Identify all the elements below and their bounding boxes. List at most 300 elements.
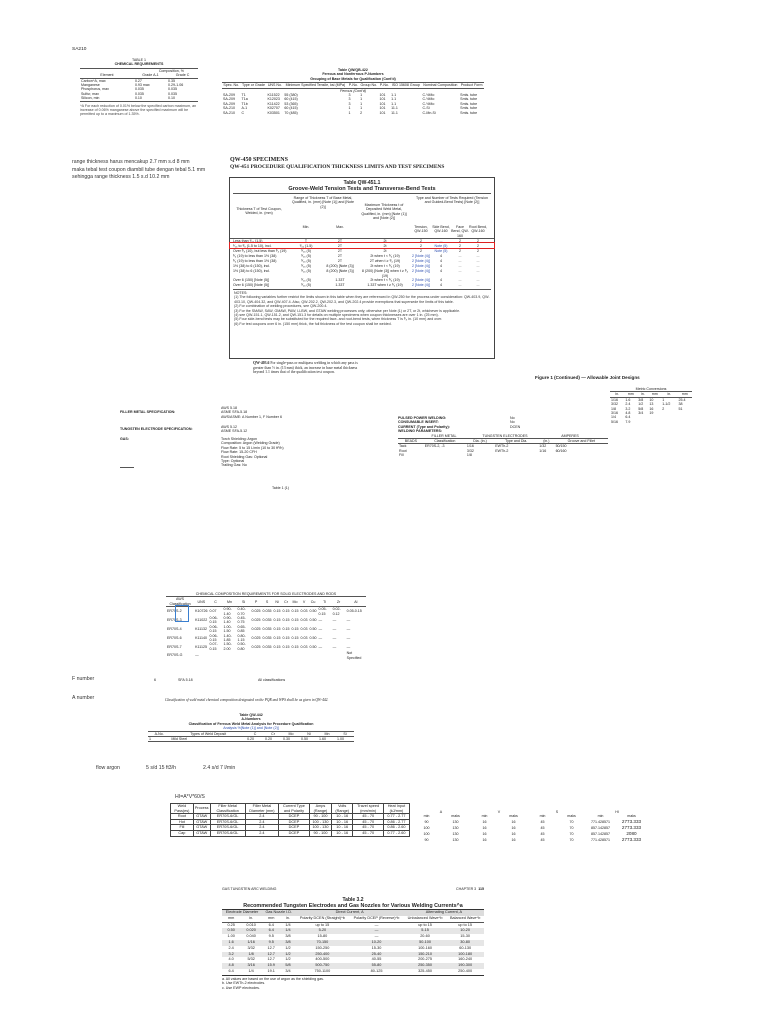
weld-row (171, 825, 410, 831)
metric-row (610, 420, 692, 424)
chem-cell: 0.025 (251, 627, 261, 632)
params-cell: EWTh-2 (495, 448, 509, 453)
weld-row (171, 830, 410, 836)
qw451-cell: ... (458, 254, 462, 259)
metric-cell: 7.9 (625, 419, 631, 424)
qw403-6-paragraph (253, 361, 361, 375)
chem-cell: — (332, 627, 337, 632)
table32-cell: 500-750 (296, 963, 350, 969)
qw422-section: Ferrous (Cont'd) (339, 88, 367, 93)
chem-cell: 0.15 (282, 644, 290, 649)
range-note-line-2: maka tebal test coupon diambil tube dengan tebal 5.1 mm (72, 166, 206, 173)
table32-header-7: Balanced Wave^b (449, 915, 481, 920)
highlight-selected-row (229, 242, 495, 249)
qw451-cell: 4 (440, 264, 442, 269)
qw442-header-4: Mo (288, 731, 294, 736)
chem-header-13: Zr (336, 599, 341, 604)
table32-cell: 250-400 (296, 952, 350, 958)
qw442-cell: 1.60 (319, 737, 326, 742)
chem-cell: 0.05-0.15 (318, 607, 327, 616)
calc-cell: 70 (569, 831, 574, 836)
qw451-cell: 2 [Note (4)] (412, 259, 430, 264)
pulsed-value: No (510, 416, 515, 420)
chem-cell (332, 651, 346, 660)
a-number-label: A number (72, 695, 95, 701)
chem-cell: ER70S-7 (167, 644, 182, 649)
f-number-spec: SFA 5.18 (178, 678, 193, 682)
calc-cell: 130 (452, 837, 459, 842)
weld-row (171, 814, 410, 820)
table32-cell: 40-55 (371, 957, 382, 962)
table-1-cell: 0.035 (168, 91, 178, 96)
qw451-cell: ... (476, 283, 480, 288)
params-group-tungsten: TUNGSTEN ELECTRODES (482, 433, 528, 438)
qw451-cell: 2 (477, 239, 479, 244)
table32-cell: 25-40 (349, 952, 404, 958)
qw422-cell: SA-210 (223, 110, 235, 115)
qw422-header-4: P-No. (348, 83, 358, 88)
qw422-subtitle-1: Ferrous and Nonferrous P-Numbers (322, 72, 384, 77)
welding-conditions-block (398, 416, 618, 458)
qw450-heading: QW-450 SPECIMENS (230, 157, 288, 163)
qw422-header-8: Nominal Composition (423, 83, 458, 88)
params-cell: Root (399, 448, 407, 453)
weld-header-4: Current Type and Polarity (279, 804, 310, 814)
weld-cell: 45 - 70 (353, 825, 384, 831)
range-thickness-note (72, 159, 205, 182)
weld-cell: 0.86 - 2.60 (383, 825, 409, 831)
metric-cell: 1/16 (611, 397, 618, 402)
qw451-cell: 2T (337, 244, 343, 249)
qw422-cell: Smls. tube (460, 93, 478, 98)
params-cell: Tack (399, 444, 407, 449)
weld-cell: 45 - 70 (353, 830, 384, 836)
table32-cell: up to 15 (418, 922, 432, 927)
chem-cell: 0.15 (291, 644, 299, 649)
table32-note: b. Use EWTh-2 electrodes. (222, 981, 266, 986)
chem-header-9: Mo (292, 599, 298, 604)
chem-cell: — (318, 618, 323, 623)
qw451-cell: ... (458, 269, 462, 274)
qw451-cell: 2 [Note (4)] (412, 264, 430, 269)
metric-cell: 3/16 (611, 411, 618, 416)
qw451-cell: Note (5) (434, 249, 448, 254)
qw422-cell: 101 (379, 106, 386, 111)
qw422-cell: SA-209 (223, 97, 235, 102)
table32-cell: 0.040 (246, 934, 256, 939)
table32-cell: 12.7 (267, 957, 275, 962)
table32-cell: 30-80 (446, 940, 484, 946)
metric-cell: 13 (649, 402, 654, 407)
params-header-4: (in.) (543, 439, 550, 444)
weld-header-8: Heat Input (kJ/mm) (383, 804, 409, 814)
calc-cell: 16 (511, 819, 516, 824)
qw451-cell: 2t when t < ³⁄₄ (19) (370, 264, 400, 269)
tungsten-spec-line-1: AWS 5.12 (221, 425, 238, 429)
weld-cell: 10 - 16 (332, 814, 353, 820)
calc-cell: 45 (540, 837, 545, 842)
qw451-cell: Over ³⁄₈ (10), but less than ³⁄₄ (19) (233, 249, 287, 254)
chem-cell: 0.40-0.70 (237, 607, 246, 616)
qw451-cell: 1½ (38) to 6 (150), incl. (233, 264, 271, 269)
table32-cell: 1/8 (240, 952, 262, 958)
metric-cell (637, 420, 648, 424)
chem-cell: 0.035 (262, 627, 272, 632)
qw451-note: (2) For combination of welding procedures, see QW-200.4. (234, 304, 328, 309)
params-group-amperes: AMPERES (561, 433, 579, 438)
qw442-sub2: Classification of Ferrous Weld Metal Analysis for Procedure Qualification (188, 721, 314, 726)
consumable-label: CONSUMABLE INSERT: (398, 420, 439, 425)
chem-cell: 0.03 (300, 618, 308, 623)
params-cell: EWTh-2 (495, 444, 509, 449)
table32-cell: 50-100 (404, 940, 446, 946)
qw451-cell: 8 (200) [Note (3)] (326, 269, 354, 274)
qw451-notes-title: NOTES: (234, 291, 248, 296)
weld-header-1: Process (193, 804, 210, 814)
params-cell (555, 453, 608, 457)
chem-cell: ER70S-G (167, 653, 183, 658)
qw451-cell: ... (476, 259, 480, 264)
calc-cell: 16 (482, 819, 487, 824)
metric-cell: 16 (649, 406, 654, 411)
qw451-cell: ... (476, 278, 480, 283)
chem-cell: 0.15 (273, 627, 281, 632)
qw451-cell: ³⁄₁₆ (5) (301, 283, 311, 288)
metric-cell (678, 420, 692, 424)
calc-sub-header: maks (627, 814, 636, 819)
qw442-analysis-label: Analysis %[Note (1)] and [Note (2)] (223, 726, 279, 731)
weld-cell: 10 - 16 (332, 825, 353, 831)
chem-header-10: V (302, 599, 306, 604)
qw451-sub-min: Min. (302, 225, 310, 229)
chem-cell: 0.035 (262, 618, 272, 623)
table32-note: a. All values are based on the use of argon as the shielding gas. (222, 976, 324, 981)
qw451-cell: ³⁄₄ (19) to less than 1½ (38) (233, 254, 277, 259)
qw422-title: Table QW/QB-422 (338, 68, 368, 72)
qw451-cell: 2 [Note (4)] (412, 283, 430, 288)
chem-cell: K10726 (195, 609, 208, 614)
chem-header-8: Cr (284, 599, 288, 604)
calc-cell: 130 (452, 825, 459, 830)
qw422-cell: 60 (415) (284, 106, 298, 111)
chem-header-7: Ni (275, 599, 279, 604)
qw451-table-subtitle: Groove-Weld Tension Tests and Transverse-Bend Tests (288, 186, 436, 192)
calc-cell: 771.428571 (591, 837, 610, 842)
chem-cell: 0.03 (300, 635, 308, 640)
table32-cell: 12.7 (267, 945, 275, 950)
metric-cell: 4.8 (625, 411, 631, 416)
chem-header-0: AWS Classification (169, 597, 191, 606)
metric-cell: 51 (678, 406, 683, 411)
qw442-header-0: A-No. (154, 731, 164, 736)
qw451-cell: 2t (383, 239, 387, 244)
chem-cell: 0.06-0.15 (209, 616, 218, 625)
qw422-cell: 1.1 (391, 97, 397, 102)
qw422-cell: 3 (348, 97, 351, 102)
table32-cell: 3/4 (285, 968, 291, 973)
chem-cell: 0.07-0.15 (209, 642, 218, 651)
table-1-cell: Manganese (81, 83, 100, 88)
chem-cell (209, 651, 223, 660)
table-1-cell: Carbon^A, max (81, 78, 106, 83)
metric-cell: 1.6 (625, 397, 631, 402)
table-1-cell: 0.10 (168, 96, 176, 101)
weld-cell: DCEP (279, 830, 310, 836)
qw451-cell: 4 (440, 278, 442, 283)
chem-cell: 1.40-1.85 (223, 633, 232, 643)
metric-cell: 10 (649, 397, 654, 402)
weld-cell: GTAW (193, 814, 210, 820)
table32-cell: 15-80 (317, 934, 328, 939)
weld-header-2: Filler Metal Classification (210, 804, 245, 814)
chem-cell: 0.03 (300, 609, 308, 614)
qw422-cell: T1b (241, 101, 248, 106)
chem-cell: — (346, 627, 351, 632)
qw451-sub-tension: Tension, QW-150 (414, 225, 428, 234)
metric-cell: 5/16 (611, 419, 618, 424)
chem-cell: 0.035 (262, 644, 272, 649)
table32-group-header: Gas Nozzle I.D. (265, 910, 293, 914)
weld-parameter-table (170, 803, 410, 837)
table32-cell: 1.00 (227, 934, 235, 939)
chem-cell: 0.50-0.80 (237, 642, 246, 651)
qw422-cell: 1 (348, 106, 351, 111)
figure-caption: Figure 1 (Continued) — Allowable Joint Designs (535, 375, 640, 380)
table32-cell: 2.4 (228, 945, 234, 950)
metric-cell: 1-1/2 (662, 402, 671, 407)
chem-cell (309, 651, 318, 660)
calc-cell: 857.142857 (591, 831, 610, 836)
gas-line: Flow Rate: 5 to 15 L/min (10 to 30 ft³/h) (221, 445, 284, 450)
weld-cell: Root (171, 814, 194, 820)
pulsed-label: PULSED POWER WELDING: (398, 416, 447, 420)
params-header-5: Groove and Fillet (567, 439, 595, 444)
table32-cell: 6.4 (228, 968, 234, 973)
table32-header-2: mm (268, 915, 275, 920)
qw451-cell: ¹⁄₁₆ to ³⁄₈ (1.5 to 10), incl. (233, 244, 272, 249)
chem-cell: — (346, 644, 351, 649)
calc-sub-header: min (423, 814, 430, 819)
table32-group-header: Alternating Current, A (425, 910, 463, 914)
chem-cell: K11140 (195, 635, 207, 640)
params-cell: 3/32 (466, 448, 474, 453)
chem-cell: 0.15 (282, 627, 290, 632)
table32-cell: 1/2 (285, 945, 291, 950)
chem-cell (237, 651, 251, 660)
current-value: DCEN (510, 424, 521, 429)
qw451-note: (3) For the SMAW, SAW, GMAW, PAW, LLBW, and GTAW welding processes only; otherwise per Note (1) or 2T, or 2t, whichever is applicable. (234, 308, 461, 313)
qw422-cell: K03501 (267, 110, 280, 115)
chem-cell: — (318, 635, 323, 640)
weld-cell: 0.77 - 2.60 (383, 830, 409, 836)
qw451-cell: 1.33T (335, 283, 345, 288)
qw451-cell: 4 (440, 269, 442, 274)
table32-cell: 19.1 (267, 968, 275, 973)
calc-cell: 45 (540, 831, 545, 836)
table-1-title: TABLE 1 (131, 58, 147, 62)
qw451-col-thickness: Thickness T of Test Coupon, Welded, in. (mm) (236, 207, 282, 216)
chem-cell: 1.00-1.50 (223, 624, 232, 634)
chem-cell: 0.45-0.75 (237, 616, 246, 625)
chem-cell: — (346, 618, 351, 623)
params-header-3: Type and Dia. (505, 439, 528, 444)
table32-cell: up to 15 (315, 922, 330, 927)
table-1-cell: Phosphorus, max (81, 87, 109, 92)
table32-cell: 150-210 (404, 952, 446, 958)
chem-cell: 0.15 (291, 609, 299, 614)
weld-header-7: Travel speed (mm/min) (353, 804, 384, 814)
qw442-header-7: Si (343, 731, 347, 736)
gas-line: Root Shielding Gas: Optional (221, 454, 268, 459)
qw451-cell: 2 [Note (4)] (412, 269, 430, 274)
qw422-header-2: UNS No. (267, 83, 283, 88)
qw442-cell: 1.00 (336, 737, 344, 742)
table32-cell: 100-160 (418, 945, 433, 950)
chem-header-5: P (254, 599, 258, 604)
a-number-note: Classification of weld metal chemical composition designated on the PQR and WPS shall be as given in QW-442. (165, 698, 329, 702)
qw422-cell: Smls. tube (460, 97, 478, 102)
chem-row (166, 642, 366, 651)
qw451-col-range: Range of Thickness T of Base Metal, Qualified, in. (mm) [Note (1)] and [Note (2)] (292, 196, 354, 209)
qw422-cell: 1 (360, 106, 363, 111)
table32-cell: 400-500 (315, 957, 330, 962)
qw451-col-max-t: Maximum Thickness t of Deposited Weld Metal, Qualified, in. (mm) [Note (1)] and [Note (2)] (361, 203, 407, 221)
params-cell: 1/16 (539, 448, 547, 453)
metric-cell: 3/32 (611, 402, 618, 407)
chem-cell: 0.15 (273, 635, 281, 640)
chem-cell: 0.15 (282, 609, 290, 614)
weld-cell: 2.4 (245, 819, 278, 825)
qw451-sub-face-bend: Face Bend, QW-160 (451, 225, 469, 238)
chem-cell (273, 651, 282, 660)
table32-subtitle: Recommended Tungsten Electrodes and Gas Nozzles for Various Welding Currents^a (243, 903, 463, 909)
qw451-cell: 2 [Note (4)] (412, 254, 430, 259)
qw451-cell: T (304, 239, 308, 244)
chem-cell: — (332, 635, 337, 640)
gas-line: Composition: Argon (Welding Grade) (221, 441, 280, 446)
qw422-cell: 101 (379, 110, 386, 115)
table32-cell: 0.50 (222, 928, 240, 934)
gas-line: Torch Shielding: Argon (221, 437, 257, 441)
consumable-value: No (510, 420, 515, 425)
qw422-row (222, 111, 484, 115)
table32-cell: 150-250 (315, 945, 330, 950)
qw422-cell: SA-209 (223, 93, 235, 98)
params-cell: Fill (399, 453, 404, 458)
f-number-label: F number (72, 676, 95, 682)
table32-cell: 5/8 (280, 963, 295, 969)
table-1-cell: 0.035 (134, 91, 144, 96)
calc-sub-header: maks (451, 814, 460, 819)
gtaw-header-page: 115 (478, 887, 484, 891)
table32-cell: 250-400 (458, 968, 473, 973)
table32-cell: 3/16 (240, 963, 262, 969)
qw422-cell: C-½Mo (422, 93, 435, 98)
table-1-subtitle: CHEMICAL REQUIREMENTS (114, 62, 164, 67)
calc-cell: 771.428571 (591, 819, 610, 824)
metric-cell: 25.4 (678, 397, 686, 402)
params-header-2: Dia. (in.) (473, 439, 487, 444)
qw422-cell: SA-210 (223, 106, 235, 111)
metric-cell: 3/4 (638, 411, 644, 416)
params-row (398, 453, 608, 457)
params-cell: 50/150 (555, 444, 567, 449)
qw451-cell: 2 (420, 239, 422, 244)
gas-line: Trailing Gas: No (221, 463, 247, 468)
heat-input-formula: HI=A*V*60/S (175, 794, 205, 800)
table32-cell: 190-300 (446, 963, 484, 969)
chem-header-11: Cu (310, 599, 316, 604)
qw422-cell: 1.1 (391, 93, 397, 98)
qw422-cell: C-Si (422, 106, 430, 111)
qw451-cell: ³⁄₄ (19) to less than 1½ (38) (233, 259, 277, 264)
table32-cell: 325-450 (418, 968, 433, 973)
qw451-cell: 2 (459, 239, 461, 244)
filler-spec-values (221, 406, 282, 419)
qw451-cell: ... (476, 269, 480, 274)
chem-cell: ER70S-2 (167, 609, 182, 614)
chem-cell: ER70S-3 (167, 618, 182, 623)
weld-cell: Hot (171, 819, 194, 825)
calc-cell: 70 (569, 825, 574, 830)
chem-cell (318, 651, 332, 660)
qw451-cell: ³⁄₁₆ (5) (301, 249, 311, 254)
filler-spec-label: FILLER METAL SPECIFICATION: (120, 410, 176, 414)
chem-cell: 0.03 (300, 627, 308, 632)
chem-row (166, 616, 366, 625)
weld-cell: 0.86 - 2.77 (383, 819, 409, 825)
qw451-cell: 2 [Note (4)] (412, 278, 430, 283)
qw451-cell: 4 (440, 254, 442, 259)
weld-cell: DCEP (279, 819, 310, 825)
qw451-cell: 2 (459, 249, 461, 254)
qw451-sub-root-bend: Root Bend, QW-160 (469, 225, 487, 234)
chem-cell: 0.15 (291, 627, 299, 632)
qw422-cell: 55 (380) (284, 93, 298, 98)
table32-cell: 1/4 (248, 968, 254, 973)
table32-cell: 1/2 (280, 952, 295, 958)
qw422-cell: 1.1 (391, 101, 397, 106)
chem-cell: 0.025 (251, 618, 261, 623)
chem-cell: 0.90-1.40 (223, 607, 232, 616)
params-cell: 1/32 (539, 444, 547, 449)
chem-cell: 0.15 (291, 635, 299, 640)
chem-cell: Not Specified (346, 651, 362, 660)
chemical-composition-table (166, 592, 366, 660)
qw451-cell: 2t (383, 244, 387, 249)
weld-cell: Cap (171, 830, 194, 836)
table32-cell: 80-125 (370, 968, 383, 973)
gas-line: Flow Rate: 15-20 CFH (221, 450, 257, 455)
qw451-cell: 2t when t < ³⁄₄ (19) (370, 278, 400, 283)
metric-cell (648, 420, 661, 424)
weld-header-6: Volts (Range) (332, 804, 353, 814)
table-3-2 (222, 897, 484, 990)
params-cell (494, 453, 538, 457)
calc-cell: 2080 (626, 830, 637, 836)
table32-cell: up to 15 (458, 922, 473, 927)
qw422-cell: K11522 (267, 93, 280, 98)
qw451-cell: 2t when t < ³⁄₄ (19) (370, 254, 400, 259)
gtaw-page-header (222, 887, 484, 891)
spec-code-label: SA210 (72, 47, 87, 52)
qw451-cell: 8 (200) [Note (3)] when t ≥ ³⁄₄ (19) (361, 269, 409, 278)
chem-header-1: UNS (197, 599, 206, 604)
qw422-grid (222, 82, 484, 115)
params-cell (538, 453, 554, 457)
params-cell (424, 453, 466, 457)
chem-cell: 0.06-0.15 (209, 624, 218, 634)
